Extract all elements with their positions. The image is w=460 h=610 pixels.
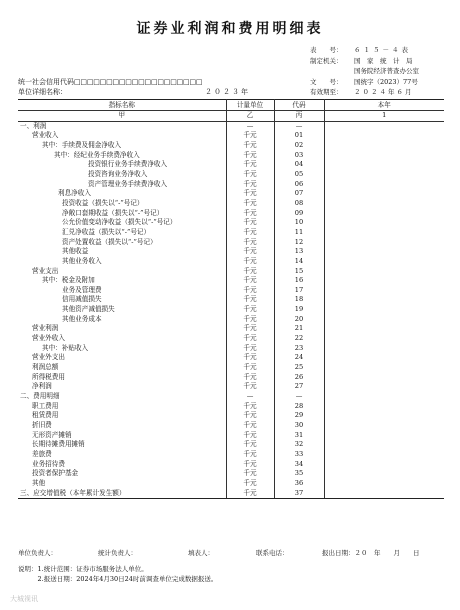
row-code: 04 xyxy=(274,160,324,170)
row-code: 18 xyxy=(274,295,324,305)
header-code: 代码 xyxy=(274,100,324,111)
row-unit: 千元 xyxy=(226,431,274,441)
row-name: 无形资产摊销 xyxy=(18,431,226,441)
row-code: 13 xyxy=(274,247,324,257)
row-code: 24 xyxy=(274,353,324,363)
row-name: 折旧费 xyxy=(18,421,226,431)
row-name: 其他资产减值损失 xyxy=(18,305,226,315)
row-unit: 千元 xyxy=(226,324,274,334)
row-unit: 千元 xyxy=(226,141,274,151)
row-value-cell[interactable] xyxy=(324,189,444,199)
row-name: 投资收益（损失以“-”号记） xyxy=(18,199,226,209)
table-row xyxy=(18,131,444,141)
row-value-cell[interactable] xyxy=(324,160,444,170)
row-code: — xyxy=(274,392,324,402)
unit-name-field[interactable] xyxy=(18,87,67,97)
table-row xyxy=(18,479,444,489)
row-value-cell[interactable] xyxy=(324,324,444,334)
row-unit: 千元 xyxy=(226,344,274,354)
row-unit: 千元 xyxy=(226,180,274,190)
row-unit: 千元 xyxy=(226,373,274,383)
table-row xyxy=(18,469,444,479)
row-value-cell[interactable] xyxy=(324,247,444,257)
row-unit: 千元 xyxy=(226,479,274,489)
table-row xyxy=(18,228,444,238)
row-value-cell[interactable] xyxy=(324,353,444,363)
row-value-cell[interactable] xyxy=(324,469,444,479)
row-name: 其他业务收入 xyxy=(18,257,226,267)
row-unit: 千元 xyxy=(226,228,274,238)
row-code: 12 xyxy=(274,238,324,248)
row-name: 其中：税金及附加 xyxy=(18,276,226,286)
header-unit: 计量单位 xyxy=(226,100,274,111)
table-row xyxy=(18,315,444,325)
row-name: 二、费用明细 xyxy=(18,392,226,402)
header-current-year: 本年 xyxy=(324,100,444,111)
row-value-cell[interactable] xyxy=(324,121,444,131)
row-name: 其他 xyxy=(18,479,226,489)
table-row xyxy=(18,257,444,267)
row-code: 37 xyxy=(274,489,324,499)
row-unit: 千元 xyxy=(226,295,274,305)
row-unit: 千元 xyxy=(226,382,274,392)
table-row xyxy=(18,276,444,286)
row-name: 一、利润 xyxy=(18,121,226,131)
table-row xyxy=(18,353,444,363)
valid-until: 有效期至： ２０２４年６月 xyxy=(310,88,414,96)
table-row xyxy=(18,334,444,344)
row-name: 净利润 xyxy=(18,382,226,392)
row-value-cell[interactable] xyxy=(324,228,444,238)
row-code: 27 xyxy=(274,382,324,392)
row-code: 02 xyxy=(274,141,324,151)
table-row xyxy=(18,402,444,412)
row-value-cell[interactable] xyxy=(324,199,444,209)
table-row xyxy=(18,363,444,373)
row-name: 信用减值损失 xyxy=(18,295,226,305)
row-unit: 千元 xyxy=(226,247,274,257)
phone-label[interactable]: 联系电话： xyxy=(256,549,289,557)
row-name: 业务招待费 xyxy=(18,460,226,470)
row-code: 32 xyxy=(274,440,324,450)
table-header-row xyxy=(18,100,444,111)
row-code: 21 xyxy=(274,324,324,334)
row-unit: 千元 xyxy=(226,402,274,412)
row-name: 利润总额 xyxy=(18,363,226,373)
row-value-cell[interactable] xyxy=(324,382,444,392)
table-row xyxy=(18,460,444,470)
row-name: 租赁费用 xyxy=(18,411,226,421)
row-code: 11 xyxy=(274,228,324,238)
row-value-cell[interactable] xyxy=(324,334,444,344)
row-value-cell[interactable] xyxy=(324,411,444,421)
issuing-authority: 制定机关： 国 家 统 计 局 xyxy=(310,57,413,65)
row-name: 营业收入 xyxy=(18,131,226,141)
row-name: 营业外收入 xyxy=(18,334,226,344)
row-value-cell[interactable] xyxy=(324,170,444,180)
row-unit: 千元 xyxy=(226,334,274,344)
row-unit: 千元 xyxy=(226,469,274,479)
tag-unit: 乙 xyxy=(226,111,274,122)
row-name: 净敞口套期收益（损失以“-”号记） xyxy=(18,209,226,219)
row-code: 36 xyxy=(274,479,324,489)
row-name: 资产管理业务手续费净收入 xyxy=(18,180,226,190)
row-code: 28 xyxy=(274,402,324,412)
credit-code-label: 统一社会信用代码 xyxy=(18,78,74,86)
stat-head-label[interactable]: 统计负责人： xyxy=(98,549,137,557)
row-name: 长期待摊费用摊销 xyxy=(18,440,226,450)
table-row xyxy=(18,160,444,170)
row-value-cell[interactable] xyxy=(324,267,444,277)
row-value-cell[interactable] xyxy=(324,392,444,402)
table-row xyxy=(18,141,444,151)
tag-code: 丙 xyxy=(274,111,324,122)
row-value-cell[interactable] xyxy=(324,209,444,219)
watermark-logo: 大城视讯 xyxy=(10,595,38,603)
row-name: 其中：手续费及佣金净收入 xyxy=(18,141,226,151)
table-row xyxy=(18,440,444,450)
row-value-cell[interactable] xyxy=(324,431,444,441)
row-code: 05 xyxy=(274,170,324,180)
table-row xyxy=(18,218,444,228)
form-number: 表 号： ６１５－４表 xyxy=(310,46,411,54)
row-unit: 千元 xyxy=(226,421,274,431)
row-code: 01 xyxy=(274,131,324,141)
table-row xyxy=(18,373,444,383)
row-value-cell[interactable] xyxy=(324,151,444,161)
row-code: 09 xyxy=(274,209,324,219)
row-name: 营业外支出 xyxy=(18,353,226,363)
row-unit: 千元 xyxy=(226,460,274,470)
row-code: 22 xyxy=(274,334,324,344)
row-unit: 千元 xyxy=(226,199,274,209)
row-unit: 千元 xyxy=(226,286,274,296)
row-value-cell[interactable] xyxy=(324,373,444,383)
row-code: 17 xyxy=(274,286,324,296)
table-row xyxy=(18,180,444,190)
row-code: 19 xyxy=(274,305,324,315)
row-unit: 千元 xyxy=(226,238,274,248)
row-value-cell[interactable] xyxy=(324,440,444,450)
row-unit: 千元 xyxy=(226,267,274,277)
row-name: 其他收益 xyxy=(18,247,226,257)
column-tag-row xyxy=(18,111,444,122)
row-value-cell[interactable] xyxy=(324,276,444,286)
row-name: 业务及管理费 xyxy=(18,286,226,296)
row-code: 14 xyxy=(274,257,324,267)
row-unit: 千元 xyxy=(226,411,274,421)
row-code: 35 xyxy=(274,469,324,479)
row-value-cell[interactable] xyxy=(324,295,444,305)
tag-value: 1 xyxy=(324,111,444,122)
filler-label[interactable]: 填表人： xyxy=(188,549,214,557)
row-unit: 千元 xyxy=(226,489,274,499)
table-row xyxy=(18,170,444,180)
row-code: 15 xyxy=(274,267,324,277)
row-unit: 千元 xyxy=(226,131,274,141)
table-row xyxy=(18,209,444,219)
table-row xyxy=(18,382,444,392)
row-value-cell[interactable] xyxy=(324,131,444,141)
row-code: 06 xyxy=(274,180,324,190)
row-value-cell[interactable] xyxy=(324,315,444,325)
row-code: 23 xyxy=(274,344,324,354)
row-name: 三、应交增值税（本年累计发生额） xyxy=(18,489,226,499)
row-code: 34 xyxy=(274,460,324,470)
table-row xyxy=(18,247,444,257)
table-row xyxy=(18,431,444,441)
row-value-cell[interactable] xyxy=(324,286,444,296)
row-unit: 千元 xyxy=(226,363,274,373)
credit-code-boxes[interactable]: □□□□□□□□□□□□□□□□□□□□ xyxy=(74,78,203,86)
row-name: 投资者保护基金 xyxy=(18,469,226,479)
row-value-cell[interactable] xyxy=(324,305,444,315)
row-code: 30 xyxy=(274,421,324,431)
report-date-label[interactable]: 报出日期：２０ 年 月 日 xyxy=(322,549,420,557)
row-code: 10 xyxy=(274,218,324,228)
table-row xyxy=(18,295,444,305)
row-unit: 千元 xyxy=(226,257,274,267)
row-code: 03 xyxy=(274,151,324,161)
row-name: 其中：补贴收入 xyxy=(18,344,226,354)
table-row xyxy=(18,189,444,199)
row-name: 其他业务成本 xyxy=(18,315,226,325)
report-year: ２０２３年 xyxy=(205,88,250,96)
row-unit: 千元 xyxy=(226,353,274,363)
table-row xyxy=(18,392,444,402)
table-row xyxy=(18,286,444,296)
row-unit: 千元 xyxy=(226,276,274,286)
page-title: 证券业利润和费用明细表 xyxy=(136,21,324,37)
row-name: 公允价值变动净收益（损失以“-”号记） xyxy=(18,218,226,228)
row-unit: 千元 xyxy=(226,440,274,450)
table-row xyxy=(18,267,444,277)
note-2: 2.报送日期：2024年4月30日24时前调查单位完成数据报送。 xyxy=(18,575,218,583)
table-row xyxy=(18,238,444,248)
row-code: 16 xyxy=(274,276,324,286)
row-name: 差旅费 xyxy=(18,450,226,460)
table-row xyxy=(18,305,444,315)
row-code: 07 xyxy=(274,189,324,199)
tag-name: 甲 xyxy=(18,111,226,122)
row-unit: 千元 xyxy=(226,218,274,228)
row-code: 20 xyxy=(274,315,324,325)
row-value-cell[interactable] xyxy=(324,238,444,248)
row-name: 其中：经纪业务手续费净收入 xyxy=(18,151,226,161)
table-row xyxy=(18,324,444,334)
row-code: — xyxy=(274,121,324,131)
table-row xyxy=(18,450,444,460)
row-name: 投资咨询业务净收入 xyxy=(18,170,226,180)
row-name: 资产处置收益（损失以“-”号记） xyxy=(18,238,226,248)
document-number: 文 号： 国统字（2023）77号 xyxy=(310,78,418,86)
table-row xyxy=(18,489,444,499)
row-value-cell[interactable] xyxy=(324,257,444,267)
row-name: 营业支出 xyxy=(18,267,226,277)
signature-line xyxy=(18,548,57,557)
row-value-cell[interactable] xyxy=(324,363,444,373)
row-value-cell[interactable] xyxy=(324,180,444,190)
header-indicator-name: 指标名称 xyxy=(18,100,226,111)
row-unit: 千元 xyxy=(226,305,274,315)
row-value-cell[interactable] xyxy=(324,421,444,431)
row-value-cell[interactable] xyxy=(324,141,444,151)
row-unit: 千元 xyxy=(226,450,274,460)
row-unit: — xyxy=(226,121,274,131)
row-code: 31 xyxy=(274,431,324,441)
row-code: 33 xyxy=(274,450,324,460)
row-code: 25 xyxy=(274,363,324,373)
row-name: 所得税费用 xyxy=(18,373,226,383)
table-row xyxy=(18,411,444,421)
row-code: 08 xyxy=(274,199,324,209)
table-row xyxy=(18,199,444,209)
row-value-cell[interactable] xyxy=(324,489,444,499)
row-unit: 千元 xyxy=(226,315,274,325)
table-row xyxy=(18,344,444,354)
row-unit: 千元 xyxy=(226,189,274,199)
credit-code-field[interactable] xyxy=(18,77,202,87)
row-code: 26 xyxy=(274,373,324,383)
row-unit: 千元 xyxy=(226,170,274,180)
table-row xyxy=(18,421,444,431)
table-row xyxy=(18,121,444,131)
row-value-cell[interactable] xyxy=(324,344,444,354)
row-name: 职工费用 xyxy=(18,402,226,412)
row-value-cell[interactable] xyxy=(324,479,444,489)
table-row xyxy=(18,151,444,161)
row-name: 利息净收入 xyxy=(18,189,226,199)
note-1: 说明：1.统计范围：证券市场服务法人单位。 xyxy=(18,565,148,573)
unit-name-label: 单位详细名称： xyxy=(18,88,67,96)
row-unit: 千元 xyxy=(226,209,274,219)
row-name: 汇兑净收益（损失以“-”号记） xyxy=(18,228,226,238)
row-value-cell[interactable] xyxy=(324,402,444,412)
row-name: 投资银行业务手续费净收入 xyxy=(18,160,226,170)
row-value-cell[interactable] xyxy=(324,218,444,228)
statistics-table xyxy=(18,99,444,499)
row-value-cell[interactable] xyxy=(324,460,444,470)
row-code: 29 xyxy=(274,411,324,421)
row-unit: 千元 xyxy=(226,151,274,161)
row-value-cell[interactable] xyxy=(324,450,444,460)
row-unit: 千元 xyxy=(226,160,274,170)
unit-head-label[interactable]: 单位负责人： xyxy=(18,549,57,557)
row-unit: — xyxy=(226,392,274,402)
issuing-office: 国务院经济普查办公室 xyxy=(354,67,419,75)
row-name: 营业利润 xyxy=(18,324,226,334)
